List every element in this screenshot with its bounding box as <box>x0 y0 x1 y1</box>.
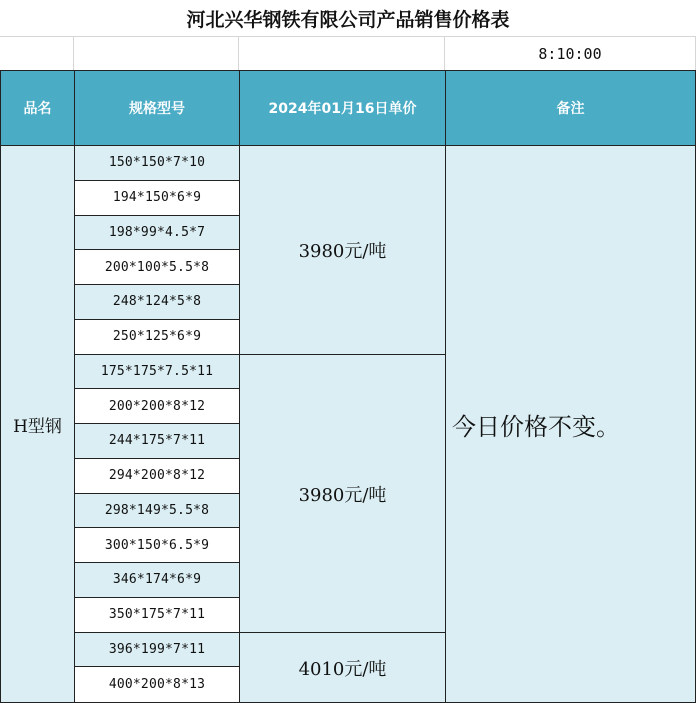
spec-row: 350*175*7*11 <box>75 598 240 633</box>
price-group-2: 3980元/吨 <box>240 355 446 633</box>
sheet-title: 河北兴华钢铁有限公司产品销售价格表 <box>0 0 696 37</box>
product-name-cell: H型钢 <box>1 146 75 702</box>
price-table <box>0 70 696 703</box>
empty-cell <box>74 37 239 70</box>
spec-row: 194*150*6*9 <box>75 181 240 216</box>
spec-row: 244*175*7*11 <box>75 424 240 459</box>
update-time: 8:10:00 <box>445 37 696 70</box>
spec-row: 250*125*6*9 <box>75 320 240 355</box>
spec-row: 400*200*8*13 <box>75 667 240 702</box>
time-row <box>0 37 696 70</box>
empty-cell <box>239 37 445 70</box>
spec-row: 200*200*8*12 <box>75 389 240 424</box>
spec-row: 396*199*7*11 <box>75 633 240 668</box>
spec-row: 248*124*5*8 <box>75 285 240 320</box>
header-spec: 规格型号 <box>75 71 240 146</box>
spec-row: 298*149*5.5*8 <box>75 494 240 529</box>
price-group-1: 3980元/吨 <box>240 146 446 355</box>
spec-row: 300*150*6.5*9 <box>75 528 240 563</box>
spec-row: 198*99*4.5*7 <box>75 216 240 251</box>
spec-row: 175*175*7.5*11 <box>75 355 240 390</box>
spec-row: 200*100*5.5*8 <box>75 250 240 285</box>
empty-cell <box>0 37 74 70</box>
spec-row: 150*150*7*10 <box>75 146 240 181</box>
remark-cell: 今日价格不变。 <box>446 146 695 702</box>
header-product: 品名 <box>1 71 75 146</box>
spec-row: 294*200*8*12 <box>75 459 240 494</box>
header-price: 2024年01月16日单价 <box>240 71 446 146</box>
header-remark: 备注 <box>446 71 695 146</box>
spec-row: 346*174*6*9 <box>75 563 240 598</box>
price-group-3: 4010元/吨 <box>240 633 446 702</box>
